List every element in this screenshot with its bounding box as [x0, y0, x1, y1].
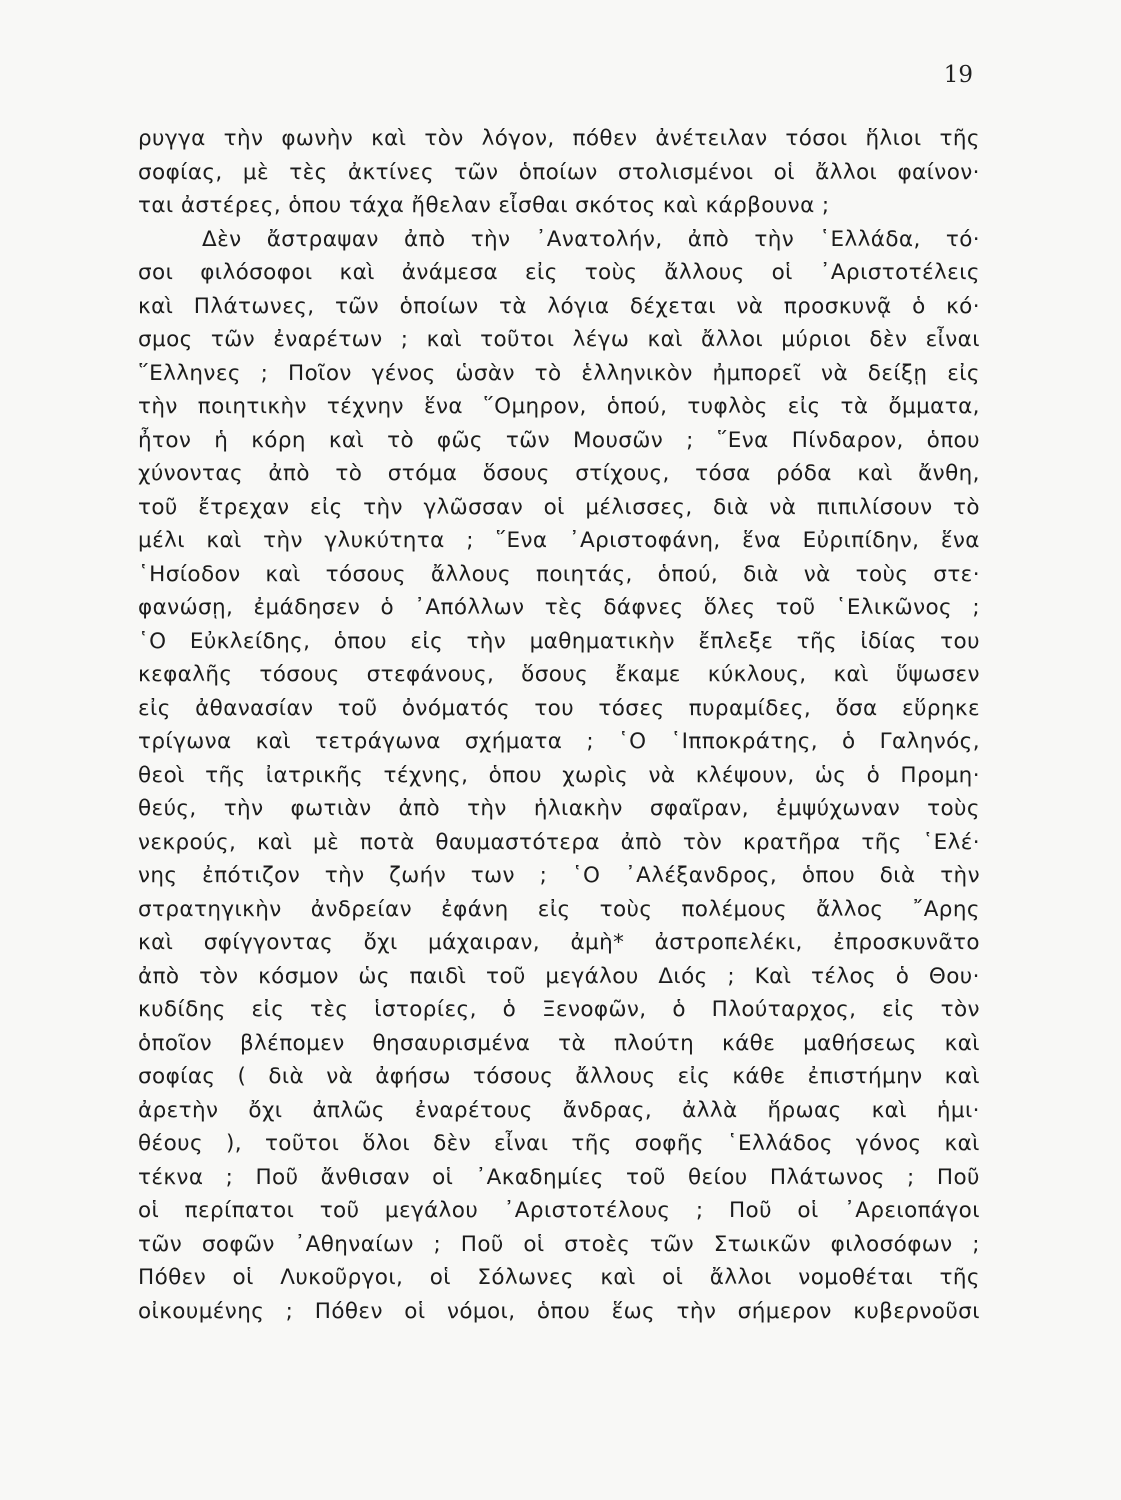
text-line: νης ἐπότιζον τὴν ζωήν των ; ῾Ο ᾿Αλέξανδρος, ὁπου διὰ τὴν: [138, 863, 980, 888]
text-line: θεύς, τὴν φωτιὰν ἀπὸ τὴν ἡλιακὴν σφαῖραν, ἐμψύχωναν τοὺς: [138, 796, 980, 821]
text-line: κυδίδης εἰς τὲς ἱστορίες, ὁ Ξενοφῶν, ὁ Πλούταρχος, εἰς τὸν: [138, 997, 980, 1022]
text-line: θεοὶ τῆς ἰατρικῆς τέχνης, ὁπου χωρὶς νὰ κλέψουν, ὡς ὁ Προμη·: [138, 762, 980, 788]
text-line: ῞Ελληνες ; Ποῖον γένος ὡσὰν τὸ ἑλληνικὸν ἠμπορεῖ νὰ δείξῃ εἰς: [138, 360, 980, 386]
body-text: [138, 122, 980, 1328]
text-line: ῾Ησίοδον καὶ τόσους ἄλλους ποιητάς, ὁπού, διὰ νὰ τοὺς στε·: [138, 561, 980, 587]
text-line: κεφαλῆς τόσους στεφάνους, ὅσους ἔκαμε κύκλους, καὶ ὕψωσεν: [138, 662, 980, 687]
text-line: τῶν σοφῶν ᾿Αθηναίων ; Ποῦ οἱ στοὲς τῶν Στωικῶν φιλοσόφων ;: [138, 1231, 980, 1257]
text-line: ρυγγα τὴν φωνὴν καὶ τὸν λόγον, πόθεν ἀνέτειλαν τόσοι ἥλιοι τῆς: [138, 126, 980, 151]
text-line: τέκνα ; Ποῦ ἄνθισαν οἱ ᾿Ακαδημίες τοῦ θείου Πλάτωνος ; Ποῦ: [138, 1164, 980, 1190]
text-line: ῾Ο Εὐκλείδης, ὁπου εἰς τὴν μαθηματικὴν ἔπλεξε τῆς ἰδίας του: [138, 628, 980, 654]
text-line: Δὲν ἄστραψαν ἀπὸ τὴν ᾿Ανατολήν, ἀπὸ τὴν ῾Ελλάδα, τό·: [202, 226, 980, 252]
text-line: σμος τῶν ἐναρέτων ; καὶ τοῦτοι λέγω καὶ ἄλλοι μύριοι δὲν εἶναι: [138, 327, 980, 352]
text-line: σοι φιλόσοφοι καὶ ἀνάμεσα εἰς τοὺς ἄλλους οἱ ᾿Αριστοτέλεις: [138, 260, 980, 285]
text-line: οἰκουμένης ; Πόθεν οἱ νόμοι, ὁπου ἕως τὴν σήμερον κυβερνοῦσι: [138, 1298, 980, 1324]
text-line: χύνοντας ἀπὸ τὸ στόμα ὅσους στίχους, τόσα ρόδα καὶ ἄνθη,: [138, 461, 980, 486]
text-line: στρατηγικὴν ἀνδρείαν ἐφάνη εἰς τοὺς πολέμους ἄλλος ῎Αρης: [138, 896, 980, 922]
text-line: ται ἀστέρες, ὁπου τάχα ἤθελαν εἶσθαι σκότος καὶ κάρβουνα ;: [138, 193, 830, 218]
text-line: φανώσῃ, ἐμάδησεν ὁ ᾿Απόλλων τὲς δάφνες ὅλες τοῦ ῾Ελικῶνος ;: [138, 595, 980, 620]
text-line: μέλι καὶ τὴν γλυκύτητα ; ῞Ενα ᾿Αριστοφάνη, ἕνα Εὐριπίδην, ἕνα: [138, 528, 980, 553]
text-line: Πόθεν οἱ Λυκοῦργοι, οἱ Σόλωνες καὶ οἱ ἄλλοι νομοθέται τῆς: [138, 1265, 980, 1290]
text-line: τρίγωνα καὶ τετράγωνα σχήματα ; ῾Ο ῾Ιπποκράτης, ὁ Γαληνός,: [138, 729, 980, 754]
text-line: ἀρετὴν ὄχι ἀπλῶς ἐναρέτους ἄνδρας, ἀλλὰ ἥρωας καὶ ἡμι·: [138, 1097, 980, 1123]
text-line: καὶ Πλάτωνες, τῶν ὁποίων τὰ λόγια δέχεται νὰ προσκυνᾷ ὁ κό·: [138, 293, 980, 319]
text-line: σοφίας ( διὰ νὰ ἀφήσω τόσους ἄλλους εἰς κάθε ἐπιστήμην καὶ: [138, 1064, 980, 1089]
text-line: οἱ περίπατοι τοῦ μεγάλου ᾿Αριστοτέλους ; Ποῦ οἱ ᾿Αρειοπάγοι: [138, 1198, 980, 1223]
page-number: 19: [943, 62, 973, 88]
text-line: τοῦ ἔτρεχαν εἰς τὴν γλῶσσαν οἱ μέλισσες, διὰ νὰ πιπιλίσουν τὸ: [138, 494, 980, 520]
text-line: ὁποῖον βλέπομεν θησαυρισμένα τὰ πλούτη κάθε μαθήσεως καὶ: [138, 1030, 980, 1056]
text-line: ἦτον ἡ κόρη καὶ τὸ φῶς τῶν Μουσῶν ; ῞Ενα Πίνδαρον, ὁπου: [138, 427, 980, 453]
text-line: τὴν ποιητικὴν τέχνην ἕνα ῞Ομηρον, ὁπού, τυφλὸς εἰς τὰ ὄμματα,: [138, 394, 980, 419]
text-line: νεκρούς, καὶ μὲ ποτὰ θαυμαστότερα ἀπὸ τὸν κρατῆρα τῆς ῾Ελέ·: [138, 829, 980, 855]
text-line: καὶ σφίγγοντας ὄχι μάχαιραν, ἀμὴ* ἀστροπελέκι, ἐπροσκυνᾶτο: [138, 930, 980, 955]
text-line: εἰς ἀθανασίαν τοῦ ὀνόματός του τόσες πυραμίδες, ὅσα εὕρηκε: [138, 695, 980, 721]
text-line: σοφίας, μὲ τὲς ἀκτίνες τῶν ὁποίων στολισμένοι οἱ ἄλλοι φαίνον·: [138, 159, 980, 185]
text-line: ἀπὸ τὸν κόσμον ὡς παιδὶ τοῦ μεγάλου Διός ; Καὶ τέλος ὁ Θου·: [138, 963, 980, 989]
text-line: θέους ), τοῦτοι ὅλοι δὲν εἶναι τῆς σοφῆς ῾Ελλάδος γόνος καὶ: [138, 1131, 980, 1156]
